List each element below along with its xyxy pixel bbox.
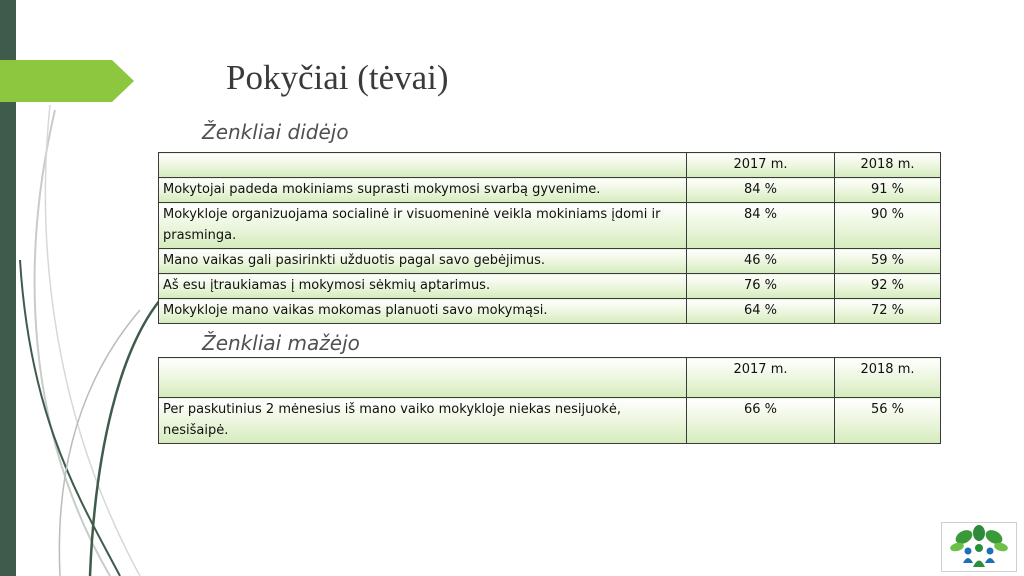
- value-2017: 76 %: [687, 274, 835, 299]
- table-header-row: [159, 358, 941, 398]
- value-2017: 64 %: [687, 299, 835, 324]
- value-2018: 91 %: [835, 178, 941, 203]
- value-2018: 72 %: [835, 299, 941, 324]
- tree-people-logo-icon: [941, 522, 1017, 572]
- value-2017: 84 %: [687, 178, 835, 203]
- table-row: [159, 274, 941, 299]
- table-row: [159, 299, 941, 324]
- value-2018: 56 %: [835, 398, 941, 444]
- increased-table: [158, 152, 941, 324]
- row-label: Aš esu įtraukiamas į mokymosi sėkmių aptarimus.: [159, 274, 687, 299]
- value-2018: 59 %: [835, 249, 941, 274]
- value-2018: 92 %: [835, 274, 941, 299]
- header-cell-2017: 2017 m.: [687, 358, 835, 398]
- row-label: Mano vaikas gali pasirinkti užduotis pagal savo gebėjimus.: [159, 249, 687, 274]
- row-label: Per paskutinius 2 mėnesius iš mano vaiko mokykloje niekas nesijuokė, nesišaipė.: [159, 398, 687, 444]
- table-row: [159, 203, 941, 249]
- accent-arrow-shape: [0, 60, 140, 102]
- row-label: Mokykloje organizuojama socialinė ir visuomeninė veikla mokiniams įdomi ir prasminga.: [159, 203, 687, 249]
- row-label: Mokykloje mano vaikas mokomas planuoti savo mokymąsi.: [159, 299, 687, 324]
- header-cell-2018: 2018 m.: [835, 358, 941, 398]
- table-row: [159, 249, 941, 274]
- header-cell-2018: 2018 m.: [835, 153, 941, 178]
- header-cell: [159, 358, 687, 398]
- table-header-row: [159, 153, 941, 178]
- value-2018: 90 %: [835, 203, 941, 249]
- table-row: [159, 398, 941, 444]
- value-2017: 46 %: [687, 249, 835, 274]
- decreased-table: [158, 357, 941, 444]
- value-2017: 84 %: [687, 203, 835, 249]
- row-label: Mokytojai padeda mokiniams suprasti mokymosi svarbą gyvenime.: [159, 178, 687, 203]
- section-heading-decreased: Ženkliai mažėjo: [202, 331, 360, 355]
- value-2017: 66 %: [687, 398, 835, 444]
- header-cell: [159, 153, 687, 178]
- slide-title: Pokyčiai (tėvai): [226, 58, 449, 97]
- header-cell-2017: 2017 m.: [687, 153, 835, 178]
- section-heading-increased: Ženkliai didėjo: [202, 120, 349, 144]
- table-row: [159, 178, 941, 203]
